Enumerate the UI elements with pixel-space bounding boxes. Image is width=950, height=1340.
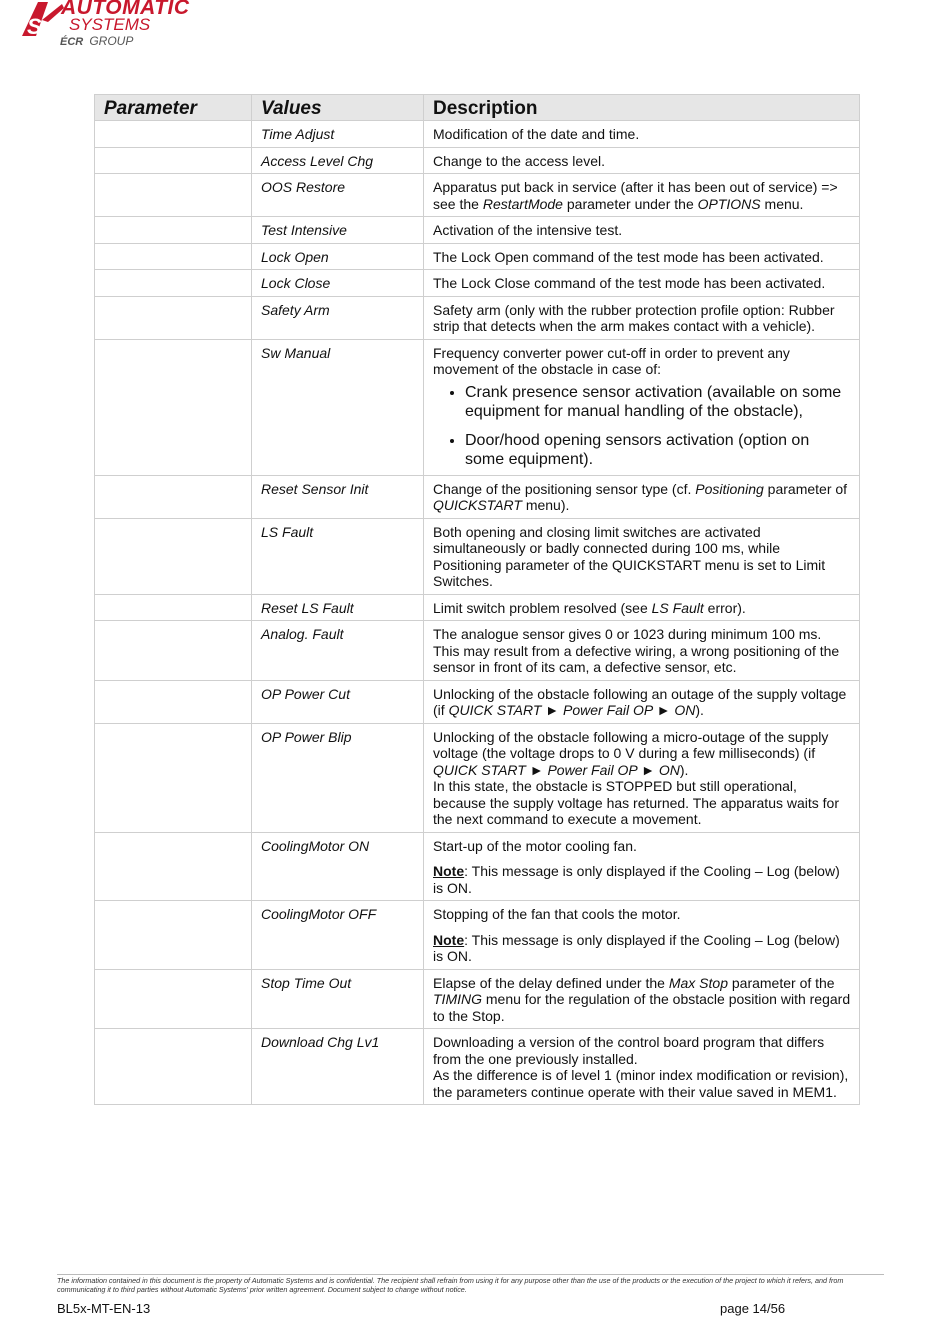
description-cell: Elapse of the delay defined under the Max Stop parameter of the TIMING menu for the regulation of the obstacle position with regard to the Stop. [424,969,860,1029]
value-cell: Access Level Chg [252,147,424,174]
description-cell: Change to the access level. [424,147,860,174]
value-cell: Download Chg Lv1 [252,1029,424,1105]
table-row [95,217,860,244]
table-row [95,475,860,518]
svg-text:ÉCR: ÉCR [60,36,84,46]
description-text: Start-up of the motor cooling fan. [433,837,637,854]
list-item: • Crank presence sensor activation (available on some equipment for manual handling of the obstacle), [465,383,851,421]
parameter-cell [95,243,252,270]
parameter-cell [95,147,252,174]
description-text: Stopping of the fan that cools the motor. [433,906,681,922]
parameter-cell [95,296,252,339]
parameter-cell [95,518,252,594]
parameter-cell [95,832,252,901]
list-item: • Door/hood opening sensors activation (option on some equipment). [465,431,851,469]
description-text: In this state, the obstacle is STOPPED but still operational, because the supply voltage has returned. The apparatus waits for the next command to execute a movement. [433,778,839,827]
value-cell: Reset LS Fault [252,594,424,621]
logo-text-automatic: AUTOMATIC [61,0,190,19]
header-values: Values [252,95,424,121]
description-cell: The Lock Close command of the test mode has been activated. [424,270,860,297]
table-row [95,296,860,339]
parameter-cell [95,121,252,148]
parameter-cell [95,217,252,244]
page-number: page 14/56 [720,1301,786,1316]
description-cell [424,832,860,901]
value-cell: Stop Time Out [252,969,424,1029]
table-row [95,594,860,621]
parameter-cell [95,969,252,1029]
value-cell: Analog. Fault [252,621,424,681]
parameter-cell [95,901,252,970]
value-cell: CoolingMotor OFF [252,901,424,970]
svg-text:S: S [27,14,42,39]
description-cell: Change of the positioning sensor type (cf. Positioning parameter of QUICKSTART menu). [424,475,860,518]
parameter-cell [95,339,252,475]
description-cell: Unlocking of the obstacle following an outage of the supply voltage (if QUICK START ► Power Fail OP ► ON). [424,680,860,723]
document-code: BL5x-MT-EN-13 [57,1301,151,1316]
table-row [95,147,860,174]
value-cell: Sw Manual [252,339,424,475]
description-cell: Modification of the date and time. [424,121,860,148]
value-cell: Lock Close [252,270,424,297]
table-row [95,901,860,970]
value-cell: Lock Open [252,243,424,270]
description-text: Frequency converter power cut-off in order to prevent any movement of the obstacle in case of: [433,344,790,377]
description-cell [424,1029,860,1105]
note-text: Note: This message is only displayed if the Cooling – Log (below) is ON. [433,863,840,896]
table-header-row [95,95,860,121]
description-cell [424,339,860,475]
header-description: Description [424,95,860,121]
value-cell: CoolingMotor ON [252,832,424,901]
description-cell: Apparatus put back in service (after it has been out of service) => see the RestartMode parameter under the OPTIONS menu. [424,174,860,217]
description-cell: Limit switch problem resolved (see LS Fault error). [424,594,860,621]
description-text: Unlocking of the obstacle following a micro-outage of the supply voltage (the voltage drops to 0 V during a few milliseconds) (if QUICK START ► Power Fail OP ► ON). [433,728,829,778]
description-cell: Safety arm (only with the rubber protection profile option: Rubber strip that detects when the arm makes contact with a vehicle). [424,296,860,339]
description-text: As the difference is of level 1 (minor index modification or revision), the parameters continue operate with their value saved in MEM1. [433,1067,849,1100]
table-row [95,1029,860,1105]
table-row [95,270,860,297]
table-row [95,174,860,217]
value-cell: OP Power Cut [252,680,424,723]
parameter-cell [95,680,252,723]
value-cell: Reset Sensor Init [252,475,424,518]
logo-text-group: ÉCR GROUP [60,34,134,48]
group-mark-icon [60,35,86,46]
value-cell: Test Intensive [252,217,424,244]
table-row [95,243,860,270]
table-row [95,621,860,681]
parameter-cell [95,594,252,621]
description-cell [424,723,860,832]
description-text: Downloading a version of the control board program that differs from the one previously installed. [433,1034,825,1067]
table-row [95,121,860,148]
parameter-cell [95,621,252,681]
footer-divider [57,1274,884,1275]
company-logo [18,0,198,50]
parameter-cell [95,723,252,832]
parameter-cell [95,1029,252,1105]
description-cell: The Lock Open command of the test mode has been activated. [424,243,860,270]
table-row [95,969,860,1029]
logo-mark-icon [18,0,66,40]
parameter-cell [95,270,252,297]
value-cell: OOS Restore [252,174,424,217]
table-row [95,518,860,594]
value-cell: Safety Arm [252,296,424,339]
table-row [95,680,860,723]
description-cell: The analogue sensor gives 0 or 1023 during minimum 100 ms. This may result from a defective wiring, a wrong positioning of the sensor in front of its cam, a defective sensor, etc. [424,621,860,681]
table-row [95,339,860,475]
parameter-cell [95,174,252,217]
description-cell: Both opening and closing limit switches are activated simultaneously or badly connected during 100 ms, while Positioning parameter of the QUICKSTART menu is set to Limit Switches. [424,518,860,594]
confidentiality-notice: The information contained in this document is the property of Automatic Systems and is confidential. The recipient shall refrain from using it for any purpose other than the use of the products or the execution of the project to which it refers, and from communicating it to third parties without Automatic Systems' prior written agreement. Document subject to change without notice. [57,1276,844,1294]
bullet-list [433,383,851,469]
parameter-cell [95,475,252,518]
description-cell: Activation of the intensive test. [424,217,860,244]
value-cell: OP Power Blip [252,723,424,832]
header-parameter: Parameter [95,95,252,121]
parameter-table [94,94,860,1105]
note-text: Note: This message is only displayed if the Cooling – Log (below) is ON. [433,931,840,964]
value-cell: LS Fault [252,518,424,594]
description-cell [424,901,860,970]
value-cell: Time Adjust [252,121,424,148]
table-row [95,832,860,901]
table-row [95,723,860,832]
logo-text-systems: SYSTEMS [69,15,151,34]
